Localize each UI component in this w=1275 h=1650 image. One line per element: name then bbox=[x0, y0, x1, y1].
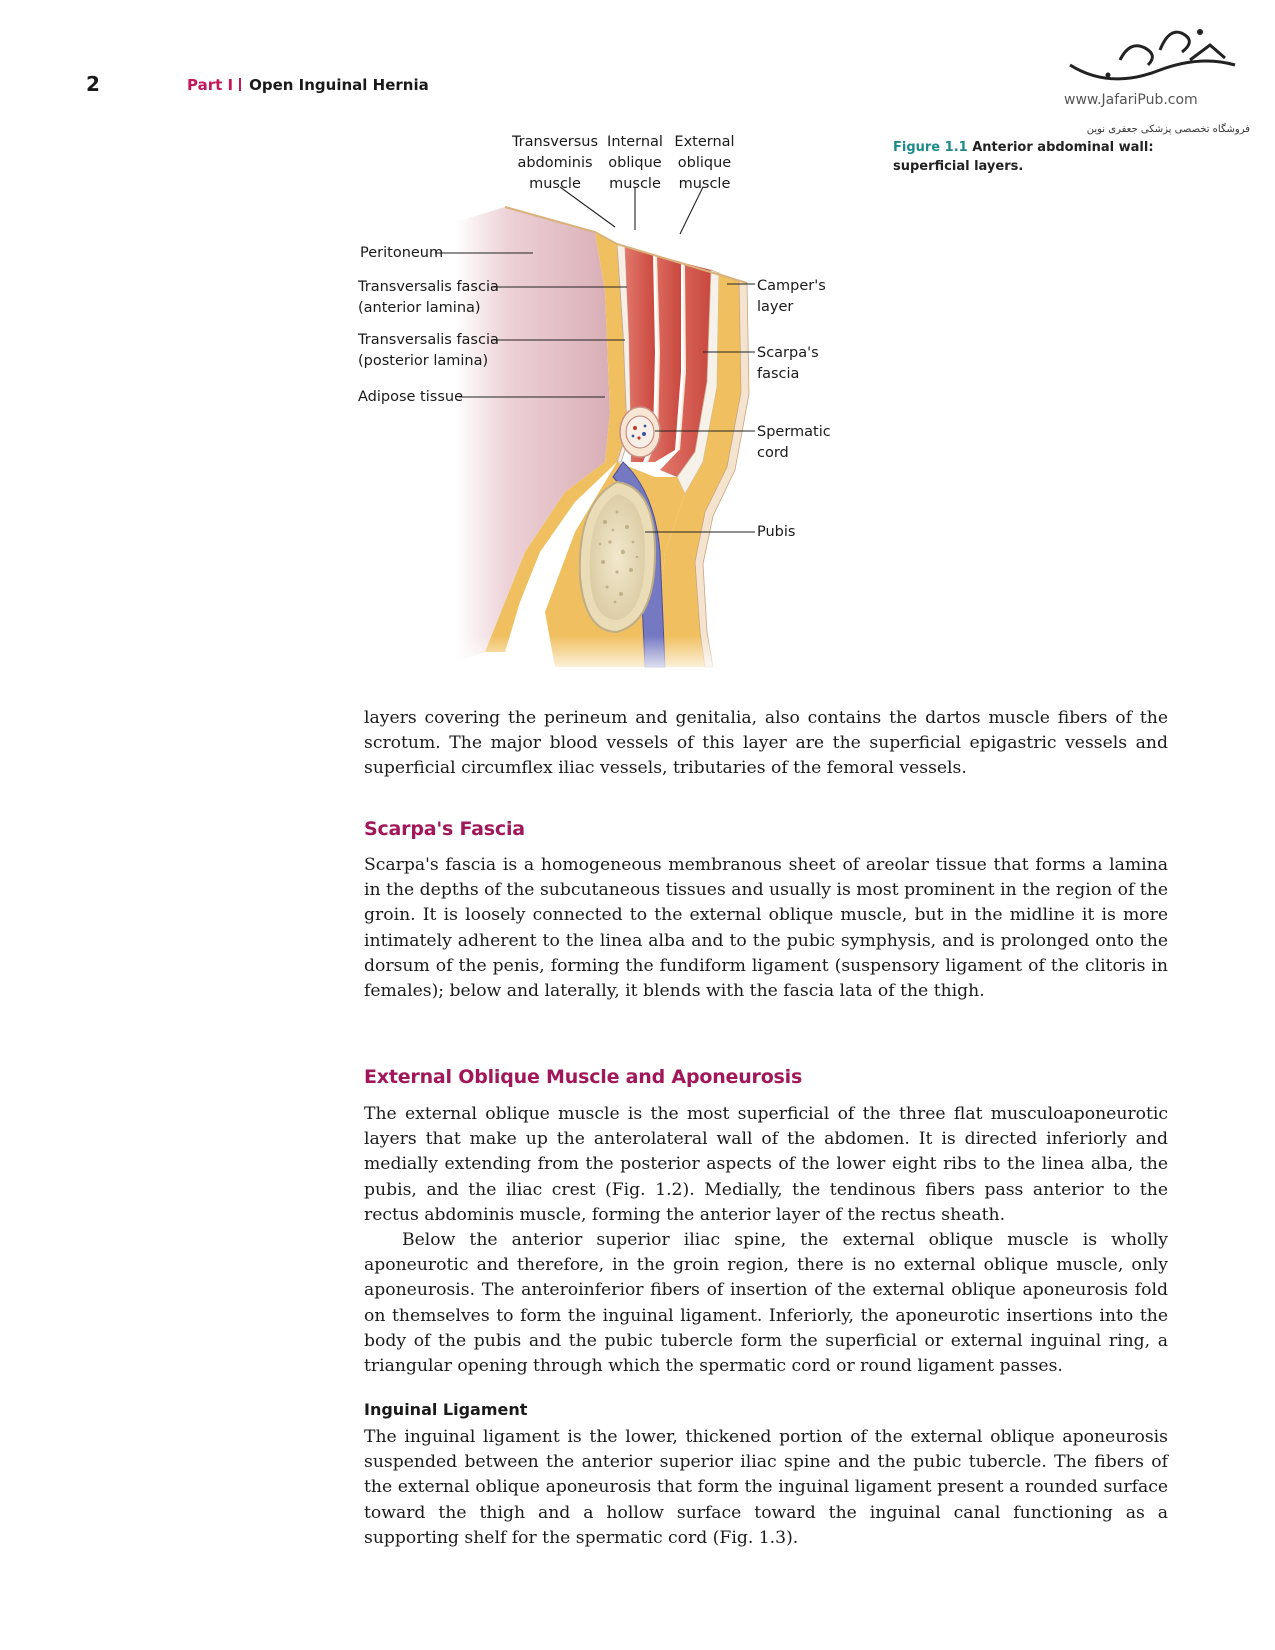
paragraph-external-oblique-2: Below the anterior superior iliac spine, the external oblique muscle is wholly aponeurotic and therefore, in the groin region, there is no external oblique muscle, only aponeurosis. The anteroinferior fibers of insertion of the external oblique aponeurosis fold on themselves to form the inguinal ligament. Inferiorly, the aponeurotic insertions into the body of the pubis and the pubic tubercle form the superficial or external inguinal ring, a triangular opening through which the spermatic cord or round ligament passes. bbox=[364, 1230, 1168, 1377]
label-spermatic-line1: Spermatic bbox=[757, 424, 831, 440]
label-transversalis-anterior bbox=[358, 277, 499, 319]
spermatic-cord bbox=[626, 416, 654, 448]
paragraph-intro: layers covering the perineum and genitalia, also contains the dartos muscle fibers of the scrotum. The major blood vessels of this layer are the superficial epigastric vessels and superficial circumflex iliac vessels, tributaries of the femoral vessels. bbox=[364, 708, 1168, 779]
label-internal-oblique-line3: muscle bbox=[609, 176, 661, 192]
paragraph-inguinal-ligament: The inguinal ligament is the lower, thickened portion of the external oblique aponeurosis suspended between the anterior superior iliac spine and the pubic tubercle. The fibers of the external oblique aponeurosis that form the inguinal ligament present a rounded surface toward the thigh and a hollow surface toward the inguinal canal functioning as a supporting shelf for the spermatic cord (Fig. 1.3). bbox=[364, 1427, 1168, 1548]
paragraph-scarpas-fascia: Scarpa's fascia is a homogeneous membranous sheet of areolar tissue that forms a lamina in the depths of the subcutaneous tissues and usually is most prominent in the region of the groin. It is loosely connected to the external oblique muscle, but in the midline it is more intimately adherent to the linea alba and to the pubic symphysis, and is prolonged onto the dorsum of the penis, forming the fundiform ligament (suspensory ligament of the clitoris in females); below and laterally, it blends with the fascia lata of the thigh. bbox=[364, 855, 1168, 1002]
label-tf-posterior-line1: Transversalis fascia bbox=[358, 332, 499, 348]
figure-caption bbox=[893, 138, 1163, 176]
label-external-oblique bbox=[667, 132, 742, 195]
publisher-logo-mark bbox=[1050, 20, 1250, 95]
label-transversus-line1: Transversus bbox=[511, 134, 599, 150]
chapter-title: Open Inguinal Hernia bbox=[249, 76, 429, 94]
header-divider bbox=[239, 78, 241, 91]
publisher-url: www.JafariPub.com bbox=[1064, 92, 1198, 108]
label-scarpas-line2: fascia bbox=[757, 366, 800, 382]
label-internal-oblique-line2: oblique bbox=[608, 155, 662, 171]
label-spermatic-line2: cord bbox=[757, 445, 789, 461]
running-header bbox=[187, 76, 429, 94]
label-pubis: Pubis bbox=[757, 524, 796, 540]
label-external-oblique-line3: muscle bbox=[678, 176, 731, 192]
label-external-oblique-line1: External bbox=[674, 134, 735, 150]
label-scarpas-line1: Scarpa's bbox=[757, 345, 819, 361]
publisher-logo bbox=[1050, 20, 1250, 140]
label-spermatic-cord bbox=[757, 422, 831, 464]
figure-caption-text: Anterior abdominal wall: superficial layers. bbox=[893, 140, 1154, 174]
label-peritoneum: Peritoneum bbox=[360, 245, 444, 261]
heading-scarpas-fascia: Scarpa's Fascia bbox=[364, 818, 525, 840]
paragraph-external-oblique-1: The external oblique muscle is the most superficial of the three flat musculoaponeurotic layers that make up the anterolateral wall of the abdomen. It is directed inferiorly and medially extending from the posterior aspects of the lower eight ribs to the linea alba, the pubis, and the iliac crest (Fig. 1.2). Medially, the tendinous fibers pass anterior to the rectus abdominis muscle, forming the anterior layer of the rectus sheath. bbox=[364, 1104, 1168, 1225]
label-tf-anterior-line2: (anterior lamina) bbox=[358, 300, 481, 316]
heading-external-oblique: External Oblique Muscle and Aponeurosis bbox=[364, 1066, 803, 1088]
figure-label: Figure 1.1 bbox=[893, 140, 968, 155]
page-number: 2 bbox=[86, 72, 100, 96]
publisher-tagline: فروشگاه تخصصی پزشکی جعفری نوین bbox=[1086, 124, 1250, 135]
label-tf-posterior-line2: (posterior lamina) bbox=[358, 353, 489, 369]
part-label: Part I bbox=[187, 76, 234, 94]
label-transversalis-posterior bbox=[358, 330, 499, 372]
label-adipose-tissue: Adipose tissue bbox=[358, 389, 463, 405]
label-tf-anterior-line1: Transversalis fascia bbox=[358, 279, 499, 295]
label-internal-oblique-line1: Internal bbox=[607, 134, 663, 150]
label-transversus-line3: muscle bbox=[529, 176, 581, 192]
label-transversus-line2: abdominis bbox=[517, 155, 593, 171]
label-campers-layer bbox=[757, 276, 826, 318]
label-campers-line1: Camper's bbox=[757, 278, 826, 294]
label-external-oblique-line2: oblique bbox=[677, 155, 732, 171]
label-internal-oblique bbox=[600, 132, 670, 195]
label-campers-line2: layer bbox=[757, 299, 794, 315]
heading-inguinal-ligament: Inguinal Ligament bbox=[364, 1400, 528, 1419]
anatomy-figure bbox=[355, 132, 885, 677]
label-scarpas-fascia bbox=[757, 343, 819, 385]
label-transversus bbox=[505, 132, 605, 195]
